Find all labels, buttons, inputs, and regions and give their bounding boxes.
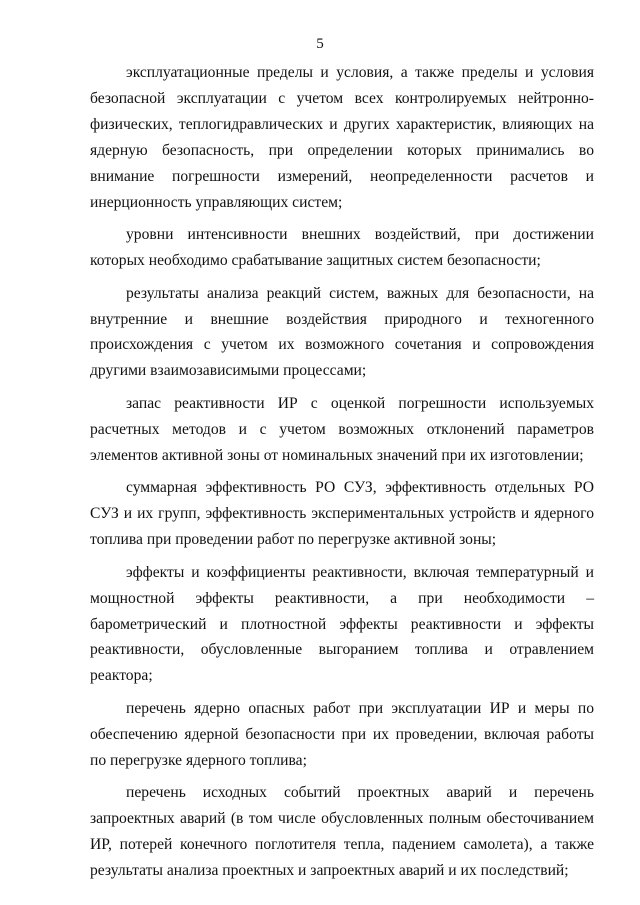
list-item-operational-limits: эксплуатационные пределы и условия, а также пределы и условия безопасной эксплуатации с учетом всех контролируемых нейтронно-физических, теплогидравлических и других характеристик, влияющих на ядерную безопасность, при определении которых принимались во внимание погрешности измерений, неопределенности расчетов и инерционность управляющих систем; <box>90 64 594 211</box>
page-number: 5 <box>316 36 324 52</box>
list-item-external-impact-levels: уровни интенсивности внешних воздействий, при достижении которых необходимо срабатывание защитных систем безопасности; <box>90 226 594 270</box>
list-item-system-response-analysis: результаты анализа реакций систем, важных для безопасности, на внутренние и внешние воздействия природного и техногенного происхождения с учетом их возможного сочетания и сопровождения другими взаимозависимыми процессами; <box>90 284 594 380</box>
list-item-nuclear-hazardous-works: перечень ядерно опасных работ при эксплуатации ИР и меры по обеспечению ядерной безопасности при их проведении, включая работы по перегрузке ядерного топлива; <box>90 699 594 769</box>
list-item-reactivity-margin: запас реактивности ИР с оценкой погрешности используемых расчетных методов и с учетом возможных отклонений параметров элементов активной зоны от номинальных значений при их изготовлении; <box>90 394 594 464</box>
list-item-reactivity-effects: эффекты и коэффициенты реактивности, включая температурный и мощностной эффекты реактивности, а при необходимости – барометрический и плотностной эффекты реактивности и эффекты реактивности, обусловленные выгоранием топлива и отравлением реактора; <box>90 563 594 685</box>
list-item-accident-analysis: перечень исходных событий проектных аварий и перечень запроектных аварий (в том числе обусловленных полным обесточиванием ИР, потерей конечного поглотителя тепла, падением самолета), а также результаты анализа проектных и запроектных аварий и их последствий; <box>90 784 594 880</box>
document-body <box>90 60 594 891</box>
list-item-control-rod-efficiency: суммарная эффективность РО СУЗ, эффективность отдельных РО СУЗ и их групп, эффективность экспериментальных устройств и ядерного топлива при проведении работ по перегрузке активной зоны; <box>90 479 594 549</box>
